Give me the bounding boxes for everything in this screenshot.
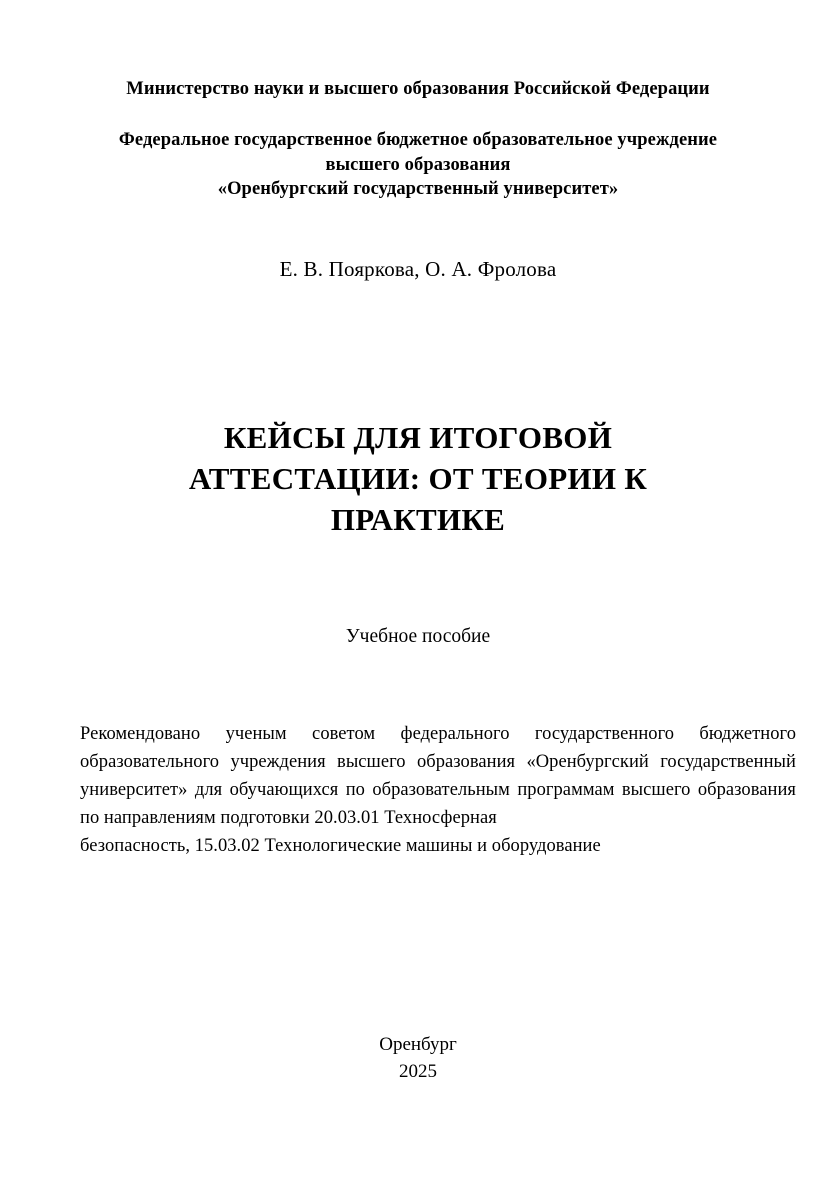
title-line-3: ПРАКТИКЕ: [330, 502, 506, 538]
page-title: [148, 417, 688, 541]
subtitle: Учебное пособие: [345, 626, 491, 647]
title-line-1: КЕЙСЫ ДЛЯ ИТОГОВОЙ: [223, 420, 613, 455]
institution-line-3: «Оренбургский государственный университет»: [217, 178, 619, 199]
institution-line-1: Федеральное государственное бюджетное образовательное учреждение: [118, 130, 718, 151]
imprint-block: [68, 1032, 768, 1086]
document-header: [68, 78, 768, 201]
imprint-city: Оренбург: [379, 1034, 457, 1055]
imprint-year: 2025: [399, 1060, 437, 1082]
recommendation-body: Рекомендовано ученым советом федерального государственного бюджетного образовательного учреждения высшего образования «Оренбургский государственный университет» для обучающихся по образовательным программам высшего образования по направлениям подготовки 20.03.01 Техносферная: [80, 724, 796, 829]
recommendation-last-line: безопасность, 15.03.02 Технологические машины и оборудование: [80, 836, 601, 857]
authors-line: Е. В. Пояркова, О. А. Фролова: [279, 257, 557, 281]
institution-name: [68, 128, 768, 201]
institution-line-2: высшего образования: [325, 154, 511, 175]
recommendation-block: [80, 720, 796, 861]
ministry-name: Министерство науки и высшего образования Российской Федерации: [126, 79, 710, 99]
title-line-2: АТТЕСТАЦИИ: ОТ ТЕОРИИ К: [188, 461, 648, 497]
